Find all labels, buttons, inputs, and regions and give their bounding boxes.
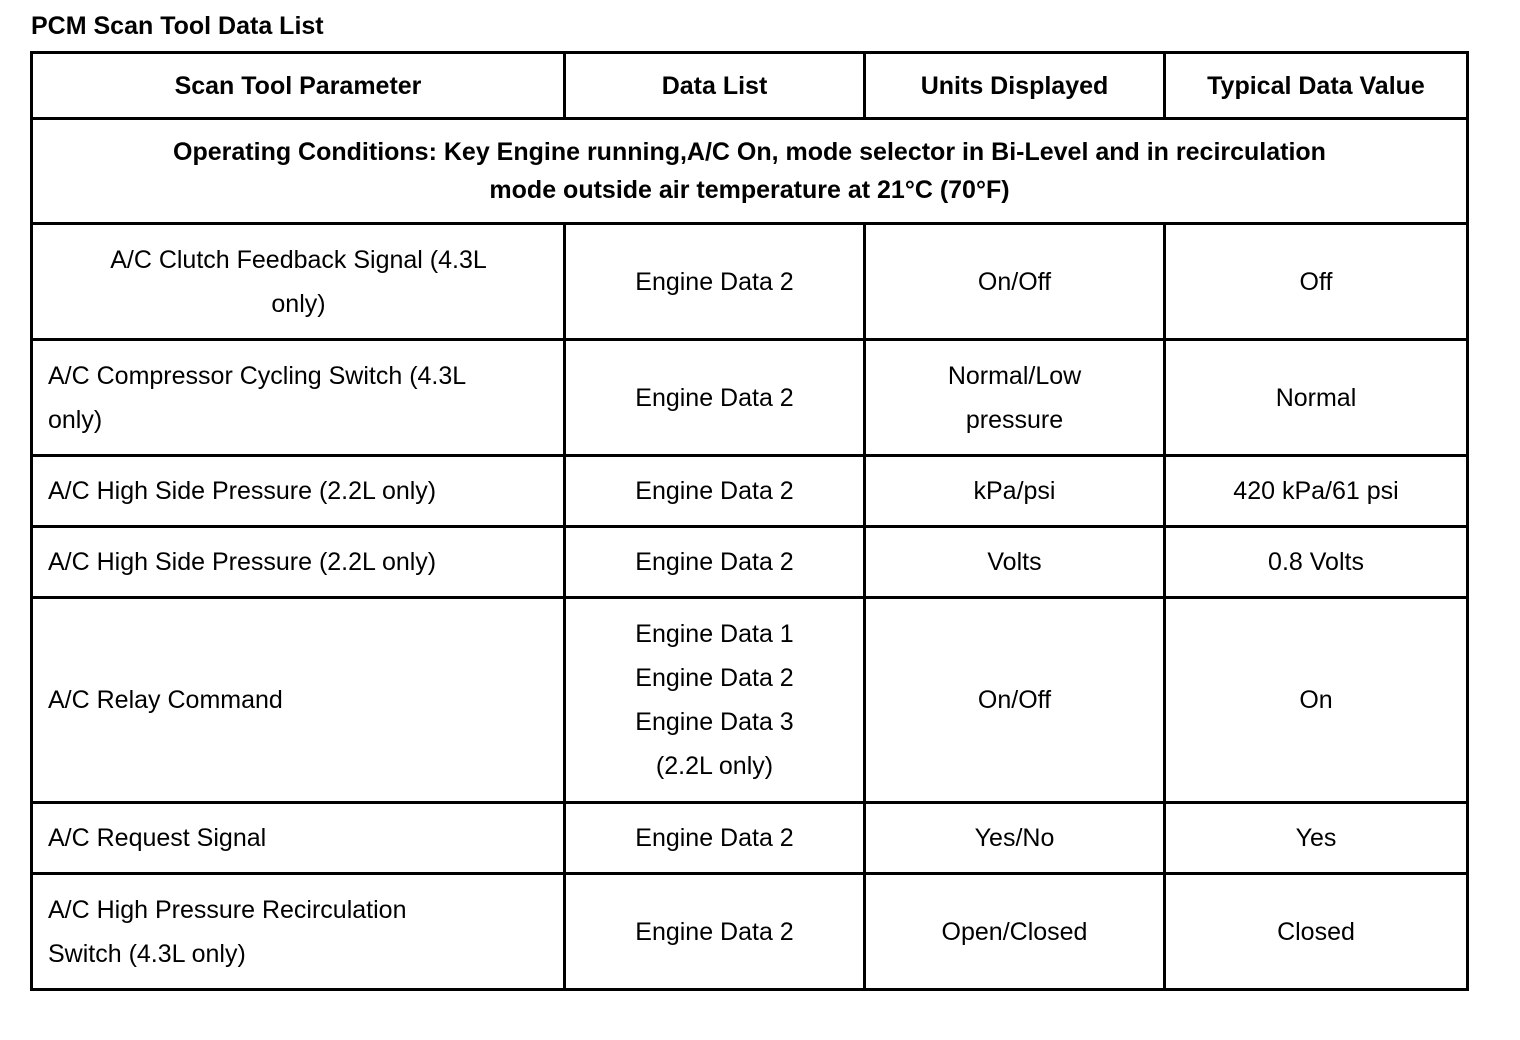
- cell-line: Engine Data 3: [635, 708, 794, 736]
- parameter-cell: [32, 803, 565, 874]
- cell-line: kPa/psi: [973, 477, 1056, 505]
- cell-line: Yes/No: [974, 824, 1055, 852]
- typical-value-cell: On: [1165, 598, 1468, 803]
- column-header-typical-value: Typical Data Value: [1165, 53, 1468, 119]
- cell-line: Open/Closed: [941, 917, 1088, 946]
- typical-value-cell: Normal: [1165, 340, 1468, 456]
- table-row: [32, 598, 1468, 803]
- data-list-cell: [565, 803, 865, 874]
- cell-line: only): [271, 289, 326, 318]
- typical-value-cell: Off: [1165, 224, 1468, 340]
- operating-conditions-cell: [32, 119, 1468, 224]
- cell-line: A/C High Pressure Recirculation: [48, 895, 407, 924]
- cell-line: On/Off: [977, 267, 1052, 296]
- data-list-cell: [565, 224, 865, 340]
- operating-conditions-line: Operating Conditions: Key Engine running,A/C On, mode selector in Bi-Level and in recirculation: [173, 138, 1326, 166]
- cell-line: Engine Data 2: [635, 917, 794, 946]
- table-row: [32, 340, 1468, 456]
- units-cell: [865, 803, 1165, 874]
- units-cell: [865, 527, 1165, 598]
- cell-line: A/C High Side Pressure (2.2L only): [48, 548, 437, 576]
- cell-line: On/Off: [977, 686, 1052, 714]
- cell-line: A/C Compressor Cycling Switch (4.3L: [48, 361, 467, 390]
- typical-value-cell: Yes: [1165, 803, 1468, 874]
- cell-line: Engine Data 2: [635, 664, 794, 692]
- data-list-cell: [565, 874, 865, 990]
- table-row: [32, 224, 1468, 340]
- table-header-row: [32, 53, 1468, 119]
- parameter-cell: [32, 598, 565, 803]
- cell-line: Switch (4.3L only): [48, 939, 246, 968]
- table-row: [32, 803, 1468, 874]
- cell-line: Engine Data 2: [635, 477, 794, 505]
- column-header-data-list: Data List: [565, 53, 865, 119]
- parameter-cell: [32, 527, 565, 598]
- parameter-cell: [32, 340, 565, 456]
- table-row: [32, 874, 1468, 990]
- data-list-cell: [565, 340, 865, 456]
- operating-conditions-line: mode outside air temperature at 21°C (70°F): [489, 176, 1010, 204]
- cell-line: Engine Data 2: [635, 267, 794, 296]
- data-list-cell: [565, 527, 865, 598]
- table-row: [32, 456, 1468, 527]
- parameter-cell: [32, 874, 565, 990]
- data-list-cell: [565, 598, 865, 803]
- units-cell: [865, 224, 1165, 340]
- cell-line: A/C Clutch Feedback Signal (4.3L: [110, 245, 487, 274]
- cell-line: A/C High Side Pressure (2.2L only): [48, 477, 437, 505]
- cell-line: Engine Data 2: [635, 383, 794, 412]
- data-list-cell: [565, 456, 865, 527]
- document-title: PCM Scan Tool Data List: [31, 12, 324, 40]
- cell-line: Engine Data 2: [635, 548, 794, 576]
- parameter-cell: [32, 456, 565, 527]
- operating-conditions-row: [32, 119, 1468, 224]
- cell-line: A/C Request Signal: [48, 824, 267, 852]
- table-row: [32, 527, 1468, 598]
- cell-line: only): [48, 405, 103, 434]
- cell-line: (2.2L only): [655, 752, 774, 780]
- units-cell: [865, 340, 1165, 456]
- cell-line: Engine Data 2: [635, 824, 794, 852]
- cell-line: pressure: [965, 405, 1064, 434]
- units-cell: [865, 874, 1165, 990]
- cell-line: Engine Data 1: [635, 620, 794, 648]
- column-header-parameter: Scan Tool Parameter: [32, 53, 565, 119]
- units-cell: [865, 456, 1165, 527]
- typical-value-cell: 420 kPa/61 psi: [1165, 456, 1468, 527]
- scan-tool-data-table: [30, 51, 1469, 991]
- typical-value-cell: 0.8 Volts: [1165, 527, 1468, 598]
- typical-value-cell: Closed: [1165, 874, 1468, 990]
- units-cell: [865, 598, 1165, 803]
- column-header-units: Units Displayed: [865, 53, 1165, 119]
- parameter-cell: [32, 224, 565, 340]
- cell-line: A/C Relay Command: [48, 686, 283, 714]
- cell-line: Volts: [987, 548, 1042, 576]
- cell-line: Normal/Low: [947, 361, 1082, 390]
